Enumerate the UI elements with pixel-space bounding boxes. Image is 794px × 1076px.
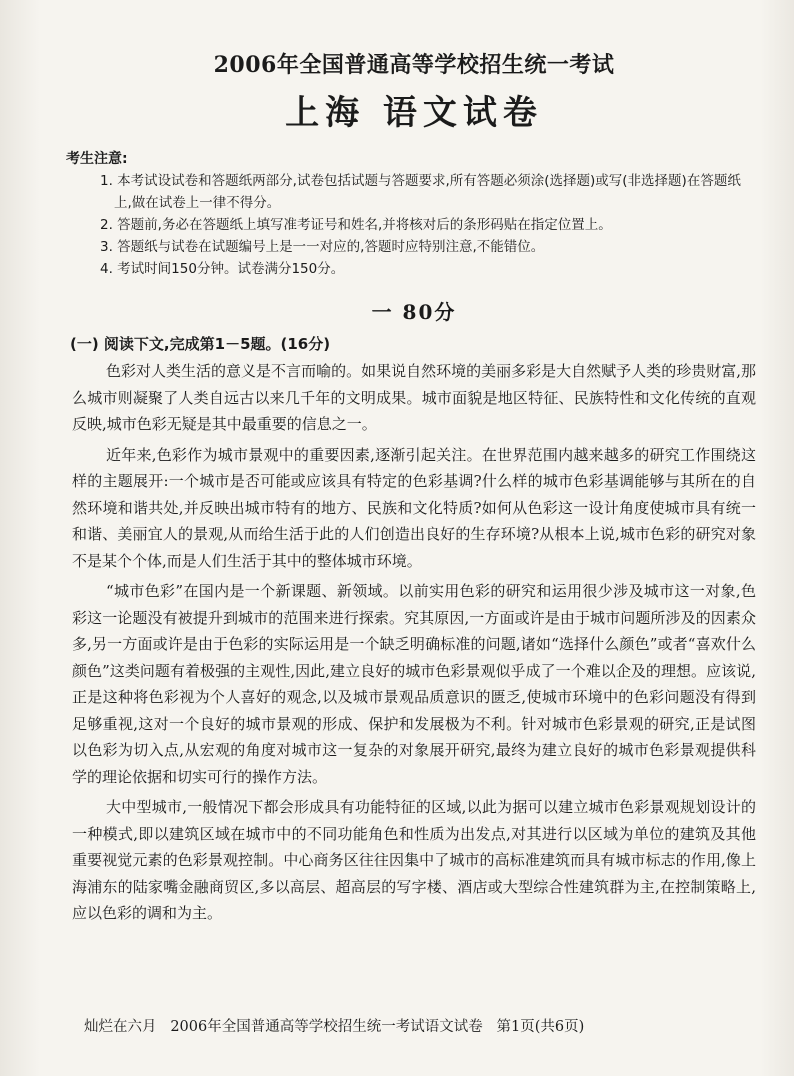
notice-item: 4. 考试时间150分钟。试卷满分150分。 (100, 261, 345, 277)
notice-item: 3. 答题纸与试卷在试题编号上是一一对应的,答题时应特别注意,不能错位。 (100, 239, 545, 255)
section-heading: 一 80分 (371, 300, 457, 324)
notice-item: 1. 本考试设试卷和答题纸两部分,试卷包括试题与答题要求,所有答题必须涂(选择题)或写(非选择题)在答题纸上,做在试卷上一律不得分。 (100, 173, 741, 211)
notice-heading: 考生注意: (66, 151, 128, 167)
notice-block (66, 148, 756, 280)
notice-list (72, 170, 756, 280)
passage-paragraph: 大中型城市,一般情况下都会形成具有功能特征的区域,以此为据可以建立城市色彩景观规划设计的一种模式,即以建筑区域在城市中的不同功能角色和性质为出发点,对其进行以区域为单位的建筑及其他重要视觉元素的色彩景观控制。中心商务区往往因集中了城市的高标准建筑而具有城市标志的作用,像上海浦东的陆家嘴金融商贸区,多以高层、超高层的写字楼、酒店或大型综合性建筑群为主,在控制策略上,应以色彩的调和为主。 (72, 798, 756, 922)
page-footer: 灿烂在六月 2006年全国普通高等学校招生统一考试语文试卷 第1页(共6页) (84, 1019, 585, 1035)
part-heading: (一) 阅读下文,完成第1－5题。(16分) (70, 335, 331, 353)
passage-paragraph: 色彩对人类生活的意义是不言而喻的。如果说自然环境的美丽多彩是大自然赋予人类的珍贵财富,那么城市则凝聚了人类自远古以来几千年的文明成果。城市面貌是地区特征、民族特性和文化传统的直观反映,城市色彩无疑是其中最重要的信息之一。 (72, 362, 756, 433)
exam-subtitle: 上海 语文试卷 (285, 93, 543, 133)
exam-title: 2006年全国普通高等学校招生统一考试 (213, 52, 615, 78)
passage-paragraph: 近年来,色彩作为城市景观中的重要因素,逐渐引起关注。在世界范围内越来越多的研究工作围绕这样的主题展开:一个城市是否可能或应该具有特定的色彩基调?什么样的城市色彩基调能够与其所在的自然环境和谐共处,并反映出城市特有的地方、民族和文化特质?如何从色彩这一设计角度使城市具有统一和谐、美丽宜人的景观,从而给生活于此的人们创造出良好的生存环境?从根本上说,城市色彩的研究对象不是某个个体,而是人们生活于其中的整体城市环境。 (72, 445, 756, 570)
notice-item: 2. 答题前,务必在答题纸上填写准考证号和姓名,并将核对后的条形码贴在指定位置上。 (100, 217, 612, 233)
passage-paragraph: “城市色彩”在国内是一个新课题、新领域。以前实用色彩的研究和运用很少涉及城市这一对象,色彩这一论题没有被提升到城市的范围来进行探索。究其原因,一方面或许是由于城市问题所涉及的因素众多,另一方面或许是由于色彩的实际运用是一个缺乏明确标准的问题,诸如“选择什么颜色”或者“喜欢什么颜色”这类问题有着极强的主观性,因此,建立良好的城市色彩景观似乎成了一个难以企及的理想。应该说,正是这种将色彩视为个人喜好的观念,以及城市景观品质意识的匮乏,使城市环境中的色彩问题没有得到足够重视,这对一个良好的城市景观的形成、保护和发展极为不利。针对城市色彩景观的研究,正是试图以色彩为切入点,从宏观的角度对城市这一复杂的对象展开研究,最终为建立良好的城市色彩景观提供科学的理论依据和切实可行的操作方法。 (72, 582, 756, 786)
